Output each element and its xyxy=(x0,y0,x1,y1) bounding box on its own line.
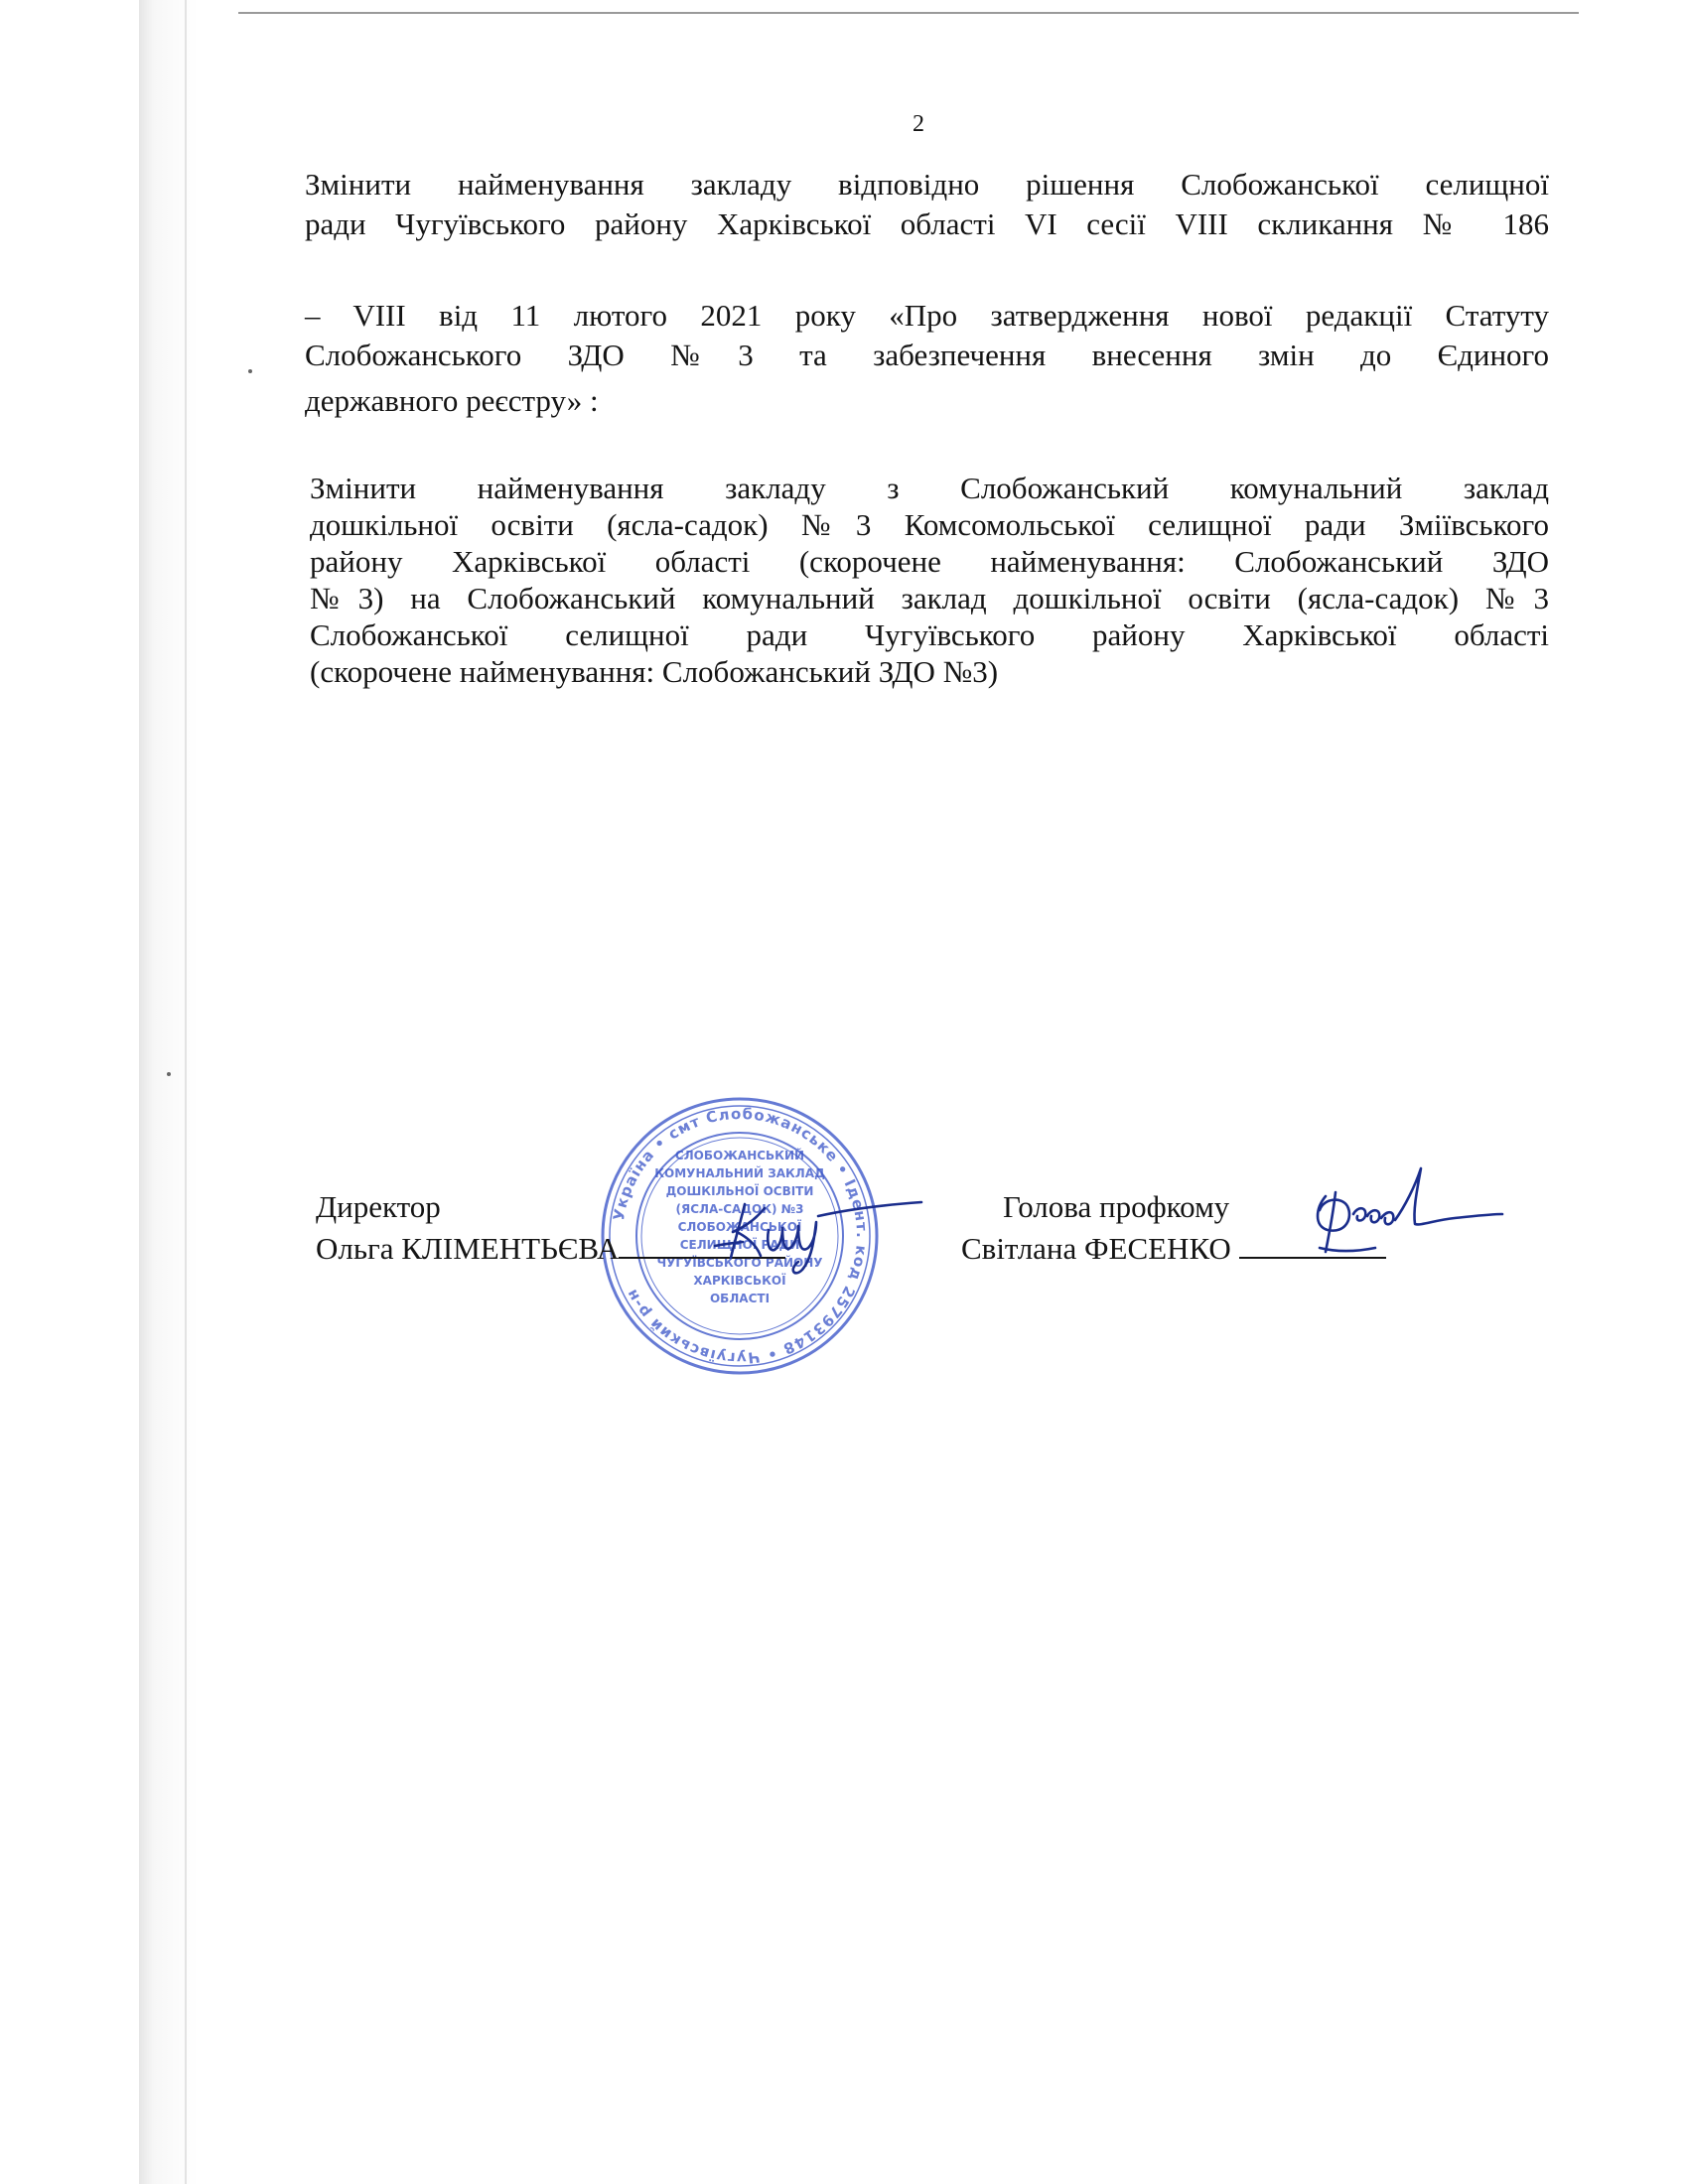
heading-paragraph xyxy=(305,167,1549,242)
director-signature xyxy=(695,1186,923,1276)
page-number: 2 xyxy=(913,111,924,137)
heading-line-2: ради Чугуївського району Харківської області VI сесії VIII скликання № 186 xyxy=(305,206,1549,241)
rename-line-6: (скорочене найменування: Слобожанський ЗДО №3) xyxy=(310,654,999,689)
svg-text:ХАРКІВСЬКОЇ: ХАРКІВСЬКОЇ xyxy=(693,1274,786,1288)
heading-line-1: Змінити найменування закладу відповідно рішення Слобожанської селищної xyxy=(305,167,1549,202)
svg-text:СЛОБОЖАНСЬКОЇ: СЛОБОЖАНСЬКОЇ xyxy=(677,1220,802,1234)
decision-line-2: Слобожанського ЗДО №3 та забезпечення внесення змін до Єдиного xyxy=(305,338,1549,372)
svg-text:СЕЛИЩНОЇ РАДИ: СЕЛИЩНОЇ РАДИ xyxy=(679,1238,800,1252)
scan-speck xyxy=(248,369,252,373)
scan-top-edge xyxy=(238,12,1579,14)
svg-text:ЧУГУЇВСЬКОГО РАЙОНУ: ЧУГУЇВСЬКОГО РАЙОНУ xyxy=(656,1256,823,1270)
rename-line-5: Слобожанської селищної ради Чугуївського району Харківської області xyxy=(310,617,1549,652)
decision-line-3: державного реєстру» : xyxy=(305,383,599,418)
director-name: Ольга КЛІМЕНТЬЄВА xyxy=(316,1231,620,1266)
svg-text:Україна • смт Слобожанське: Україна • смт Слобожанське • Ідент. код 25793148 • Чугуївський р-н xyxy=(609,1104,872,1368)
rename-line-4: №3) на Слобожанський комунальний заклад дошкільної освіти (ясла-садок) №3 xyxy=(310,581,1549,615)
scan-binding-shadow xyxy=(139,0,199,2184)
scan-page-edge xyxy=(185,0,187,2184)
union-head-title: Голова профкому xyxy=(1003,1189,1230,1224)
svg-text:КОМУНАЛЬНИЙ ЗАКЛАД: КОМУНАЛЬНИЙ ЗАКЛАД xyxy=(654,1166,825,1180)
svg-text:ОБЛАСТІ: ОБЛАСТІ xyxy=(709,1292,771,1305)
rename-line-3: району Харківської області (скорочене найменування: Слобожанський ЗДО xyxy=(310,544,1549,579)
rename-paragraph xyxy=(310,471,1549,690)
decision-line-1: – VIII від 11 лютого 2021 року «Про затвердження нової редакції Статуту xyxy=(305,298,1549,333)
union-head-signature xyxy=(1306,1157,1504,1266)
rename-line-2: дошкільної освіти (ясла-садок) №3 Комсомольської селищної ради Зміївського xyxy=(310,507,1549,542)
svg-text:СЛОБОЖАНСЬКИЙ: СЛОБОЖАНСЬКИЙ xyxy=(674,1149,805,1162)
director-title: Директор xyxy=(316,1189,441,1224)
scan-speck xyxy=(167,1072,171,1076)
union-head-name: Світлана ФЕСЕНКО xyxy=(961,1231,1231,1266)
svg-text:(ЯСЛА-САДОК) №3: (ЯСЛА-САДОК) №3 xyxy=(675,1202,804,1216)
rename-line-1: Змінити найменування закладу з Слобожанський комунальний заклад xyxy=(310,471,1549,505)
svg-text:ДОШКІЛЬНОЇ ОСВІТИ: ДОШКІЛЬНОЇ ОСВІТИ xyxy=(665,1184,814,1198)
decision-paragraph xyxy=(305,298,1549,419)
